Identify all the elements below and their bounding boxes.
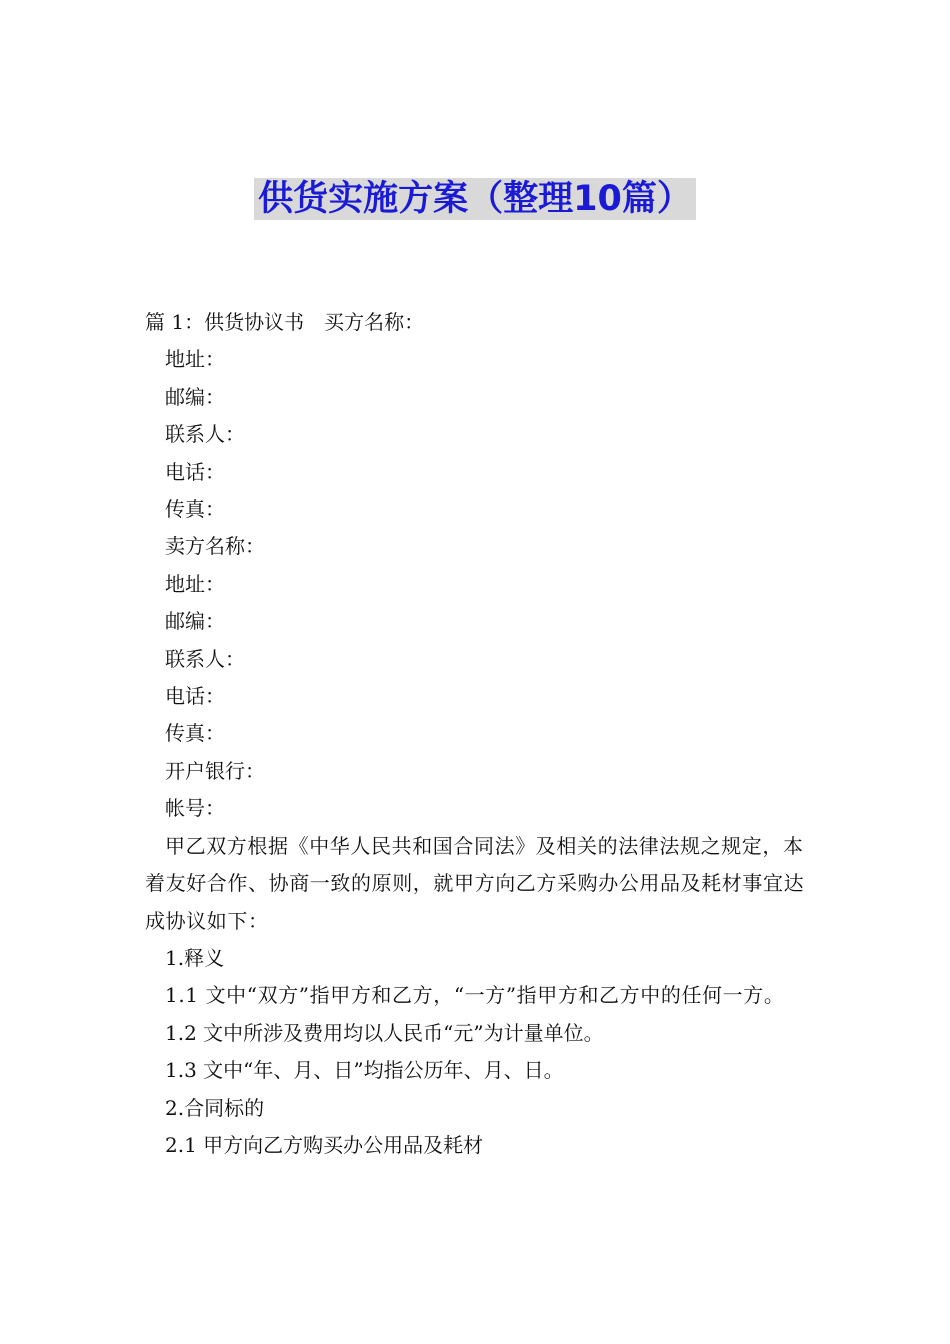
buyer-phone-label: 电话： (165, 459, 225, 484)
seller-bank-label: 开户银行： (165, 758, 265, 783)
title-wrapper (0, 178, 950, 220)
seller-fax-label: 传真： (165, 721, 225, 746)
buyer-postcode-label: 邮编： (165, 384, 225, 409)
seller-address-label: 地址： (165, 571, 225, 596)
seller-account-label: 帐号： (165, 796, 225, 821)
seller-name-label: 卖方名称： (165, 534, 265, 559)
intro-paragraph: 甲乙双方根据《中华人民共和国合同法》及相关的法律法规之规定，本着友好合作、协商一致的原则，就甲方向乙方采购办公用品及耗材事宜达成协议如下： (145, 833, 805, 933)
chapter-heading-line (145, 304, 809, 341)
seller-contact-label: 联系人： (165, 646, 245, 671)
chapter-heading: 篇 1：供货协议书 (145, 310, 305, 334)
buyer-contact-label: 联系人： (165, 422, 245, 447)
section-heading: 2.合同标的 (165, 1095, 265, 1120)
seller-postcode-label: 邮编： (165, 609, 225, 634)
buyer-name-label: 买方名称： (324, 310, 425, 334)
buyer-fax-label: 传真： (165, 497, 225, 522)
clause-paragraph: 1.1 文中“双方”指甲方和乙方，“一方”指甲方和乙方中的任何一方。 (165, 983, 785, 1008)
clause-paragraph: 1.3 文中“年、月、日”均指公历年、月、日。 (165, 1058, 564, 1083)
document-title: 供货实施方案（整理10篇） (254, 178, 696, 220)
buyer-address-label: 地址： (165, 347, 225, 372)
clause-paragraph: 1.2 文中所涉及费用均以人民币“元”为计量单位。 (165, 1020, 604, 1045)
document-body (145, 304, 809, 1164)
section-heading: 1.释义 (165, 945, 225, 970)
seller-phone-label: 电话： (165, 684, 225, 709)
clause-paragraph: 2.1 甲方向乙方购买办公用品及耗材 (165, 1132, 484, 1157)
